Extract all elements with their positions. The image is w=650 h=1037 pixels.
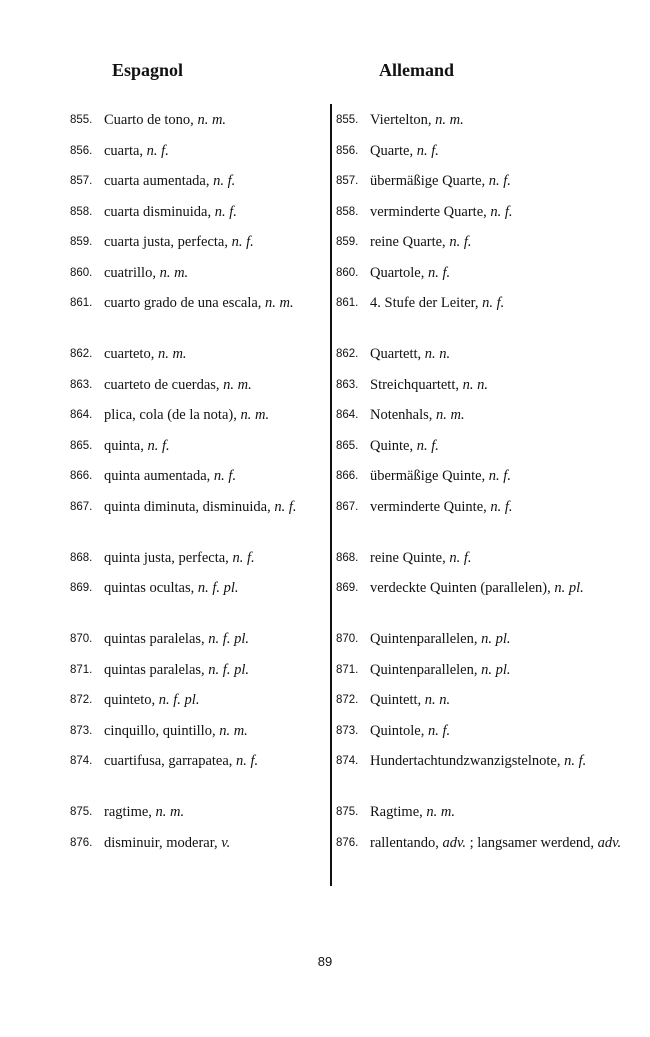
grammar-label: n. f. — [232, 549, 255, 566]
grammar-label: n. f. — [231, 234, 254, 250]
column-header-german: Allemand — [379, 60, 455, 80]
entry-row — [0, 802, 650, 833]
entry-term — [370, 232, 632, 252]
grammar-label: n. f. — [213, 468, 237, 484]
grammar-label: n. m. — [240, 407, 270, 423]
grammar-label: n. m. — [219, 722, 248, 739]
entry-term — [104, 833, 326, 853]
entry-number: 863. — [336, 378, 359, 391]
entry-term — [104, 497, 326, 517]
entry-number: 862. — [70, 348, 93, 360]
entry-number: 868. — [70, 551, 93, 564]
term-text: cuarta aumentada, — [104, 173, 214, 189]
grammar-label: n. f. — [449, 234, 472, 250]
grammar-label: n. m. — [265, 295, 294, 311]
entry-term — [370, 578, 632, 598]
entry-term — [104, 751, 326, 771]
entry-number: 868. — [336, 551, 359, 564]
entry-number: 874. — [70, 755, 93, 767]
entry-number: 866. — [336, 470, 359, 482]
grammar-label: adv. — [597, 834, 622, 851]
term-text: cuatrillo, — [104, 264, 160, 281]
entry-term — [370, 436, 632, 456]
entry-number: 855. — [336, 114, 359, 126]
grammar-label: n. f. pl. — [208, 661, 249, 678]
entry-term — [104, 690, 326, 710]
entry-row — [0, 660, 650, 691]
term-text: Quartole, — [370, 264, 428, 281]
entry-row — [0, 833, 650, 864]
entry-number: 863. — [70, 378, 93, 391]
grammar-label: n. f. — [449, 549, 472, 566]
grammar-label: n. n. — [462, 376, 488, 393]
term-text: quinta, — [104, 437, 148, 454]
entry-number: 865. — [70, 439, 93, 452]
entry-term — [104, 660, 326, 680]
grammar-label: n. f. — [274, 498, 297, 515]
entry-number: 860. — [70, 266, 93, 279]
term-text: cuarto grado de una escala, — [104, 295, 266, 311]
term-text: Quartett, — [370, 346, 425, 362]
grammar-label: n. m. — [426, 804, 455, 820]
term-text: quintas paralelas, — [104, 631, 209, 647]
entry-term — [370, 802, 632, 822]
grammar-label: n. f. — [416, 437, 439, 454]
entry-number: 870. — [336, 633, 359, 645]
term-text: quinta aumentada, — [104, 468, 214, 484]
term-text: verdeckte Quinten (parallelen), — [370, 580, 555, 596]
entry-term — [370, 110, 632, 130]
term-text: cuarteto de cuerdas, — [104, 376, 224, 393]
grammar-label: n. f. pl. — [208, 631, 249, 647]
entry-number: 860. — [336, 266, 359, 279]
grammar-label: n. n. — [424, 346, 451, 362]
entry-number: 859. — [336, 236, 359, 248]
grammar-label: n. n. — [424, 692, 451, 708]
entry-term — [104, 802, 326, 822]
grammar-label: n. f. — [214, 203, 237, 220]
grammar-label: n. f. — [490, 203, 513, 220]
term-text: Quintenparallelen, — [370, 631, 482, 647]
term-text: Hundertachtundzwanzigstelnote, — [370, 753, 565, 769]
entry-number: 872. — [70, 694, 93, 706]
grammar-label: n. f. — [236, 753, 259, 769]
entry-number: 856. — [70, 144, 93, 157]
entry-number: 857. — [70, 175, 93, 187]
entry-number: 869. — [336, 582, 359, 594]
grammar-label: adv. — [442, 834, 466, 851]
entry-term — [104, 375, 326, 395]
term-text: cuarteto, — [104, 346, 158, 362]
term-text: Quarte, — [370, 142, 417, 159]
entry-row — [0, 293, 650, 344]
grammar-label: n. pl. — [481, 661, 511, 678]
grammar-label: n. m. — [157, 346, 187, 362]
grammar-label: n. f. — [427, 264, 451, 281]
entry-number: 871. — [70, 663, 93, 676]
entry-number: 876. — [70, 836, 93, 849]
entry-number: 857. — [336, 175, 359, 187]
entry-term — [370, 171, 632, 191]
entry-row — [0, 690, 650, 721]
entry-number: 864. — [336, 409, 359, 421]
entry-term — [370, 344, 632, 364]
grammar-label: n. f. — [488, 468, 511, 484]
entry-number: 866. — [70, 470, 93, 482]
entry-list — [0, 110, 650, 863]
entry-term — [370, 751, 632, 771]
grammar-label: n. f. pl. — [197, 580, 239, 596]
entry-row — [0, 497, 650, 548]
term-text: quinteto, — [104, 692, 159, 708]
entry-term — [370, 833, 632, 853]
entry-number: 859. — [70, 236, 93, 248]
entry-term — [104, 110, 326, 130]
grammar-label: n. m. — [223, 376, 252, 393]
entry-number: 876. — [336, 836, 359, 849]
entry-term — [104, 293, 326, 313]
entry-term — [370, 263, 632, 283]
term-text: quintas paralelas, — [104, 661, 209, 678]
entry-term — [104, 466, 326, 486]
entry-term — [104, 578, 326, 598]
grammar-label: n. f. — [213, 173, 236, 189]
grammar-label: n. f. — [482, 295, 505, 311]
entry-row — [0, 344, 650, 375]
entry-number: 871. — [336, 663, 359, 676]
entry-term — [104, 232, 326, 252]
entry-term — [104, 263, 326, 283]
entry-number: 856. — [336, 144, 359, 157]
term-text: cuarta justa, perfecta, — [104, 234, 232, 250]
entry-number: 872. — [336, 694, 359, 706]
term-text: Quintenparallelen, — [370, 661, 482, 678]
entry-number: 869. — [70, 582, 93, 594]
entry-term — [370, 405, 632, 425]
term-text: Ragtime, — [370, 804, 427, 820]
entry-term — [370, 548, 632, 568]
term-text: übermäßige Quinte, — [370, 468, 489, 484]
term-text: quinta justa, perfecta, — [104, 549, 233, 566]
entry-number: 861. — [336, 297, 359, 309]
entry-number: 862. — [336, 348, 359, 360]
term-text: 4. Stufe der Leiter, — [370, 295, 483, 311]
entry-number: 875. — [336, 806, 359, 818]
entry-row — [0, 202, 650, 233]
entry-term — [104, 405, 326, 425]
entry-row — [0, 375, 650, 406]
entry-term — [104, 721, 326, 741]
entry-number: 858. — [70, 205, 93, 218]
entry-row — [0, 629, 650, 660]
entry-term — [104, 548, 326, 568]
grammar-label: v. — [221, 834, 231, 851]
grammar-label: n. f. — [488, 173, 511, 189]
grammar-label: n. f. — [147, 437, 170, 454]
grammar-label: n. m. — [197, 112, 227, 128]
term-text: disminuir, moderar, — [104, 834, 222, 851]
entry-term — [370, 202, 632, 222]
term-text: quinta diminuta, disminuida, — [104, 498, 275, 515]
term-text: Quinte, — [370, 437, 417, 454]
term-text: cuartifusa, garrapatea, — [104, 753, 237, 769]
entry-term — [370, 293, 632, 313]
term-text: reine Quinte, — [370, 549, 450, 566]
entry-number: 874. — [336, 755, 359, 767]
entry-row — [0, 232, 650, 263]
entry-number: 867. — [70, 500, 93, 513]
entry-term — [370, 466, 632, 486]
entry-term — [370, 141, 632, 161]
entry-number: 865. — [336, 439, 359, 452]
entry-row — [0, 405, 650, 436]
entry-number: 873. — [336, 724, 359, 737]
term-text: cuarta disminuida, — [104, 203, 215, 220]
grammar-label: n. f. — [564, 753, 587, 769]
term-text: cuarta, — [104, 142, 147, 159]
entry-term — [104, 171, 326, 191]
grammar-label: n. f. — [490, 498, 513, 515]
term-text: ragtime, — [104, 804, 156, 820]
entry-row — [0, 436, 650, 467]
entry-term — [104, 436, 326, 456]
entry-number: 875. — [70, 806, 93, 818]
entry-term — [370, 660, 632, 680]
entry-row — [0, 171, 650, 202]
term-text: reine Quarte, — [370, 234, 450, 250]
term-text: Quintole, — [370, 722, 428, 739]
grammar-label: n. m. — [155, 804, 185, 820]
entry-term — [104, 629, 326, 649]
entry-row — [0, 548, 650, 579]
entry-row — [0, 751, 650, 802]
entry-term — [370, 690, 632, 710]
grammar-label: n. f. — [428, 722, 451, 739]
grammar-label: n. m. — [435, 112, 464, 128]
entry-term — [370, 629, 632, 649]
term-text: Viertelton, — [370, 112, 436, 128]
entry-row — [0, 110, 650, 141]
grammar-label: n. m. — [159, 264, 189, 281]
entry-term — [104, 344, 326, 364]
entry-row — [0, 141, 650, 172]
grammar-label: n. f. pl. — [158, 692, 200, 708]
entry-term — [370, 375, 632, 395]
term-text: verminderte Quarte, — [370, 203, 491, 220]
entry-number: 861. — [70, 297, 93, 309]
entry-term — [104, 202, 326, 222]
entry-row — [0, 721, 650, 752]
term-text: cinquillo, quintillo, — [104, 722, 220, 739]
entry-number: 864. — [70, 409, 93, 421]
entry-number: 867. — [336, 500, 359, 513]
grammar-label: n. f. — [416, 142, 439, 159]
entry-row — [0, 578, 650, 629]
term-text: quintas ocultas, — [104, 580, 198, 596]
grammar-label: n. pl. — [481, 631, 511, 647]
entry-row — [0, 263, 650, 294]
entry-term — [370, 721, 632, 741]
grammar-label: n. pl. — [554, 580, 584, 596]
grammar-label: n. f. — [146, 142, 169, 159]
term-text: Streichquartett, — [370, 376, 463, 393]
term-text: Cuarto de tono, — [104, 112, 198, 128]
term-text: plica, cola (de la nota), — [104, 407, 241, 423]
grammar-label: n. m. — [436, 407, 465, 423]
page-number: 89 — [317, 954, 333, 969]
entry-row — [0, 466, 650, 497]
term-text: Quintett, — [370, 692, 425, 708]
entry-number: 858. — [336, 205, 359, 218]
term-text: Notenhals, — [370, 407, 437, 423]
term-text: verminderte Quinte, — [370, 498, 491, 515]
entry-number: 855. — [70, 114, 93, 126]
entry-term — [104, 141, 326, 161]
term-text: übermäßige Quarte, — [370, 173, 489, 189]
entry-number: 873. — [70, 724, 93, 737]
term-text: rallentando, — [370, 834, 443, 851]
column-header-spanish: Espagnol — [112, 60, 184, 80]
entry-term — [370, 497, 632, 517]
entry-number: 870. — [70, 633, 93, 645]
term-text: ; langsamer werdend, — [465, 834, 598, 851]
